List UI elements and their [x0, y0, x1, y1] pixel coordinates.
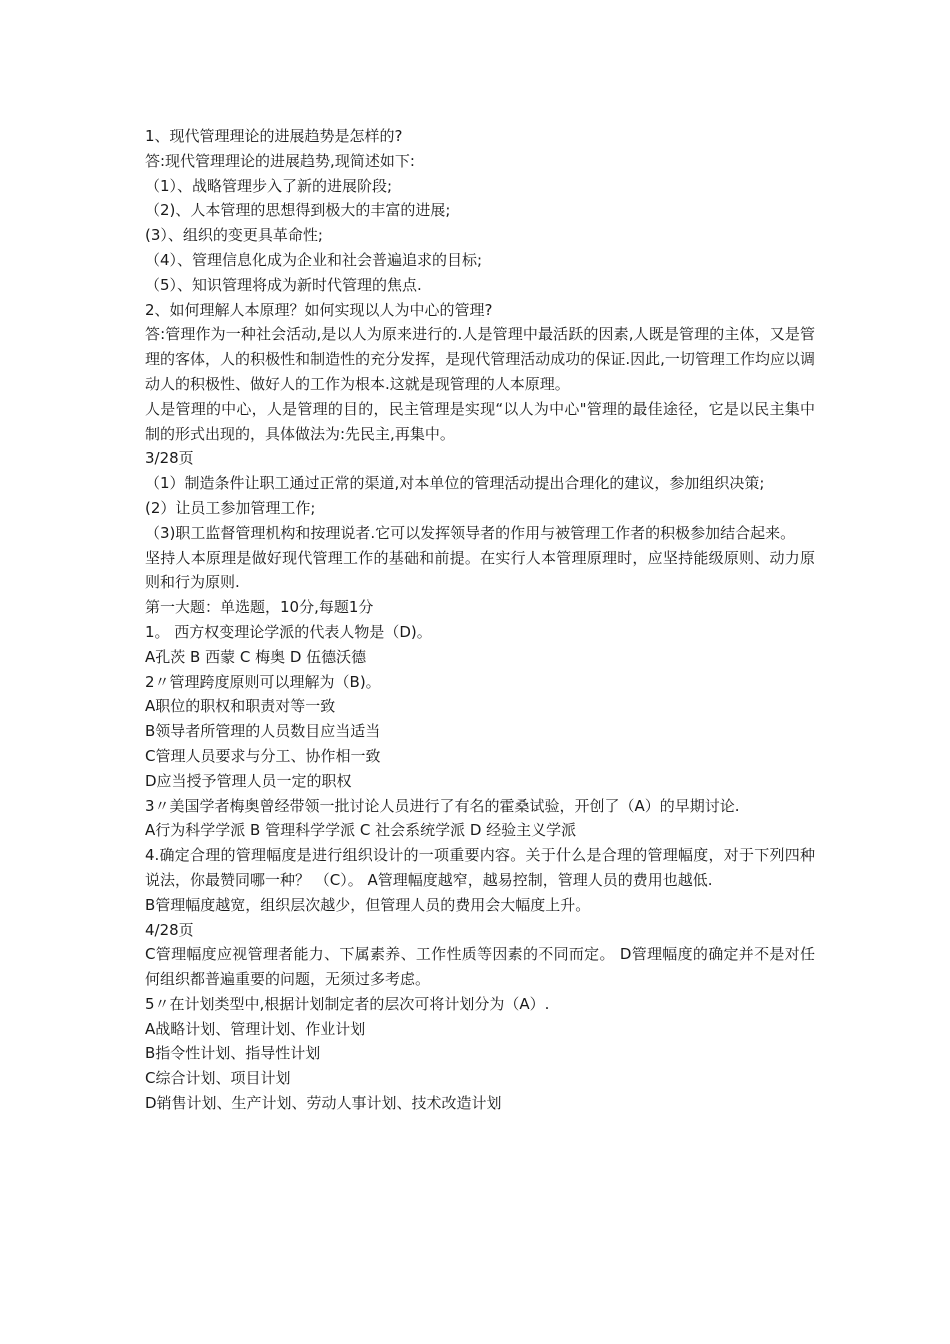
question-options: C管理幅度应视管理者能力、下属素养、工作性质等因素的不同而定。 D管理幅度的确定并不是对任何组织都普遍重要的问题，无须过多考虑。 [145, 945, 815, 989]
question-item: 4.确定合理的管理幅度是进行组织设计的一项重要内容。关于什么是合理的管理幅度，对于下列四种说法，你最赞同哪一种？ （C）。 A管理幅度越窄，越易控制，管理人员的费用也越低. [145, 846, 815, 889]
question-option: B领导者所管理的人员数目应当适当 [145, 722, 381, 741]
question-option: A职位的职权和职责对等一致 [145, 697, 336, 716]
answer-item: （2)、人本管理的思想得到极大的丰富的进展; [145, 201, 451, 220]
answer-item: (3）、组织的变更具革命性; [145, 226, 323, 245]
answer-item: （4）、管理信息化成为企业和社会普遍追求的目标; [145, 250, 483, 269]
page-number: 4/28页 [145, 920, 194, 939]
question-option: D销售计划、生产计划、劳动人事计划、技术改造计划 [145, 1094, 502, 1113]
question-item: 1。 西方权变理论学派的代表人物是（D)。 [145, 622, 432, 641]
answer-item: （1）制造条件让职工通过正常的渠道,对本单位的管理活动提出合理化的建议，参加组织决策; [145, 474, 765, 493]
question-item: 5〃在计划类型中,根据计划制定者的层次可将计划分为（A）. [145, 994, 550, 1013]
answer-paragraph: 人是管理的中心，人是管理的目的，民主管理是实现“以人为中心"管理的最佳途径，它是以民主集中制的形式出现的，具体做法为:先民主,再集中。 [145, 399, 815, 443]
question-option: C综合计划、项目计划 [145, 1069, 291, 1088]
question-heading: 2、如何理解人本原理？如何实现以人为中心的管理? [145, 300, 493, 319]
document-page [145, 124, 815, 1116]
answer-paragraph: 坚持人本原理是做好现代管理工作的基础和前提。在实行人本管理原理时，应坚持能级原则、动力原则和行为原则. [145, 548, 815, 592]
answer-item: （1）、战略管理步入了新的进展阶段; [145, 176, 393, 195]
question-item: 2〃管理跨度原则可以理解为（B)。 [145, 672, 381, 691]
answer-paragraph: 答:管理作为一种社会活动,是以人为原来进行的.人是管理中最活跃的因素,人既是管理的主体，又是管理的客体，人的积极性和制造性的充分发挥，是现代管理活动成功的保证.因此,一切管理工作均应以调动人的积极性、做好人的工作为根本.这就是现管理的人本原理。 [145, 325, 815, 393]
question-option: C管理人员要求与分工、协作相一致 [145, 746, 381, 765]
page-number: 3/28页 [145, 449, 194, 468]
question-heading: 1、现代管理理论的进展趋势是怎样的? [145, 127, 403, 145]
question-options: A孔茨 B 西蒙 C 梅奥 D 伍德沃德 [145, 647, 367, 666]
question-option: B指令性计划、指导性计划 [145, 1044, 321, 1063]
answer-intro: 答:现代管理理论的进展趋势,现简述如下: [145, 151, 415, 170]
question-option: B管理幅度越宽，组织层次越少，但管理人员的费用会大幅度上升。 [145, 895, 591, 914]
answer-item: （5）、知识管理将成为新时代管理的焦点. [145, 275, 422, 294]
question-options: A行为科学学派 B 管理科学学派 C 社会系统学派 D 经验主义学派 [145, 821, 577, 840]
section-heading: 第一大题：单选题，10分,每题1分 [145, 598, 374, 617]
answer-item: (2）让员工参加管理工作; [145, 498, 316, 517]
question-option: A战略计划、管理计划、作业计划 [145, 1019, 366, 1038]
question-item: 3〃美国学者梅奥曾经带领一批讨论人员进行了有名的霍桑试验，开创了（A）的早期讨论. [145, 796, 740, 815]
question-option: D应当授予管理人员一定的职权 [145, 771, 352, 790]
answer-item: （3)职工监督管理机构和按理说者.它可以发挥领导者的作用与被管理工作者的积极参加结合起来。 [145, 523, 796, 542]
